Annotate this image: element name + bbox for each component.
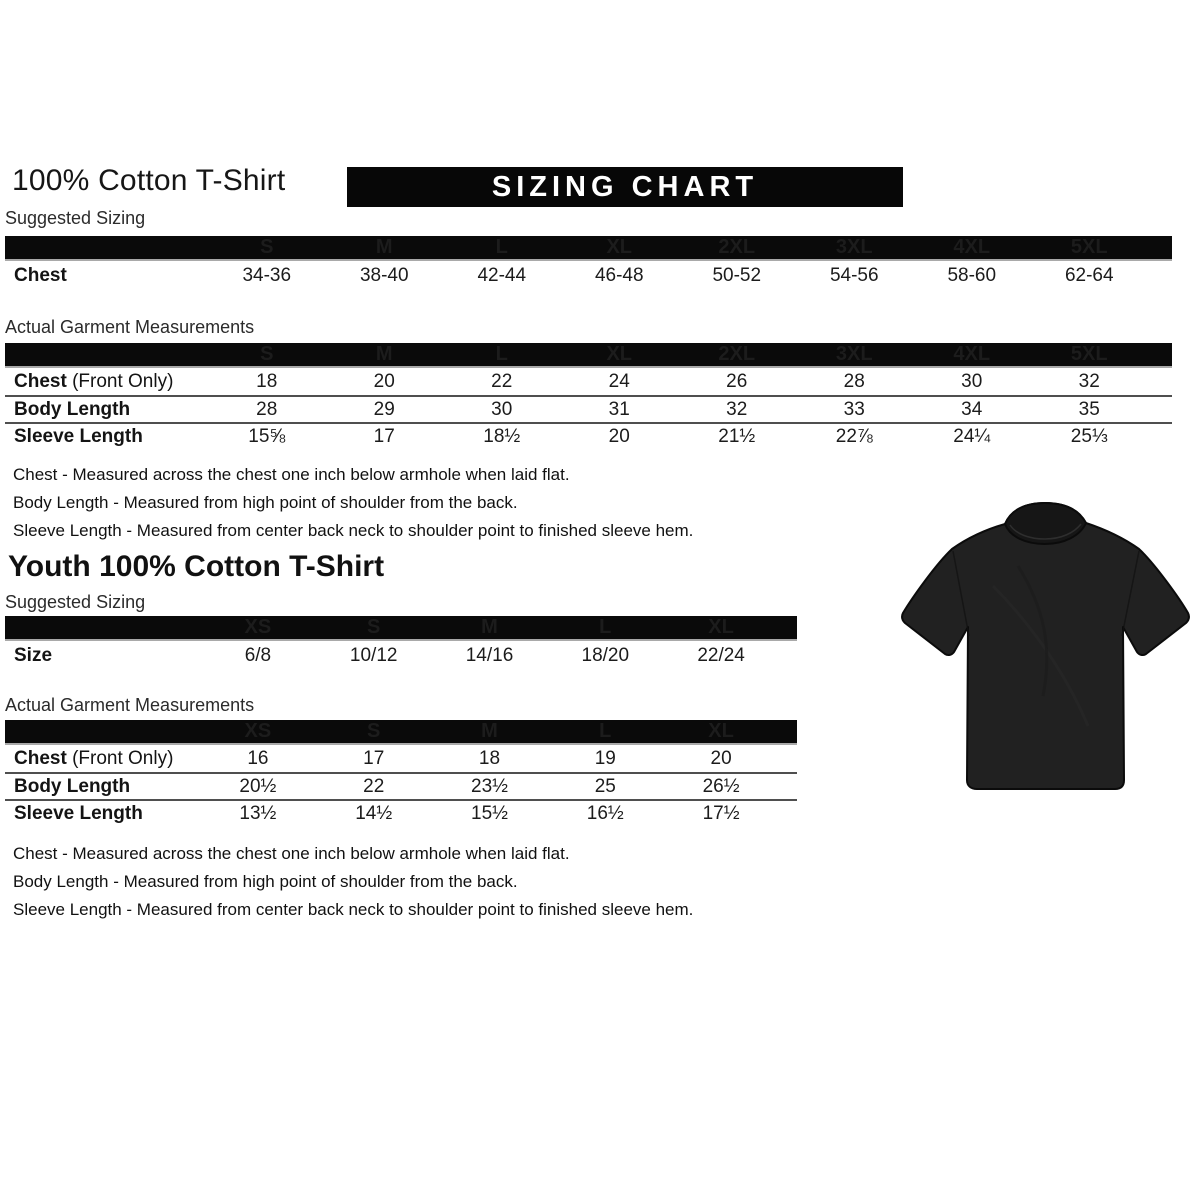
cell-value: 14/16 [465,644,514,666]
adult-actual-measurements-label: Actual Garment Measurements [5,317,255,337]
adult-suggested-header-row [5,236,1172,261]
youth-section-title: Youth 100% Cotton T-Shirt [8,550,385,583]
cell-value: 25 [594,775,616,797]
tshirt-product-image [893,496,1199,798]
size-col-header-m: M [481,616,498,638]
cell-value: 28 [256,398,278,420]
cell-value: 31 [608,398,630,420]
cell-value: 16 [247,747,269,769]
row-label: Body Length [14,398,131,420]
cell-value: 24¼ [953,425,991,447]
cell-value: 23½ [471,775,508,797]
note-line: Body Length - Measured from high point of shoulder from the back. [13,872,518,891]
size-col-header-m: M [375,343,393,365]
cell-value: 22 [363,775,385,797]
adult-actual-table [5,343,1172,449]
cell-value: 15½ [471,802,508,824]
size-col-header-xs: XS [244,616,272,638]
cell-value: 21½ [718,425,756,447]
youth-actual-measurements-label: Actual Garment Measurements [5,695,255,715]
row-label: Sleeve Length [14,425,143,447]
adult-sleeve-length-row [5,422,1172,449]
note-line: Sleeve Length - Measured from center back neck to shoulder point to finished sleeve hem. [13,521,694,540]
cell-value: 34-36 [242,264,292,286]
cell-value: 50-52 [712,264,762,286]
size-col-header-2xl: 2XL [718,343,756,365]
cell-value: 22/24 [697,644,745,666]
adult-suggested-sizing-label: Suggested Sizing [5,208,146,228]
cell-value: 38-40 [359,264,409,286]
youth-body-length-row [5,772,797,799]
cell-value: 17 [373,425,395,447]
cell-value: 15⅝ [248,425,286,447]
adult-suggested-table [5,236,1172,290]
adult-chest-row [5,368,1172,395]
cell-value: 18 [478,747,501,769]
size-col-header-l: L [599,616,612,638]
size-col-header-xs: XS [244,720,272,742]
cell-value: 6/8 [244,644,272,666]
size-col-header-s: S [260,236,274,258]
adult-chest-range-row [5,261,1172,290]
note-line: Chest - Measured across the chest one inch below armhole when laid flat. [13,465,570,484]
size-col-header-s: S [367,720,381,742]
adult-section-title: 100% Cotton T-Shirt [12,164,286,197]
size-col-header-5xl: 5XL [1070,236,1108,258]
cell-value: 22⅞ [835,425,873,447]
size-col-header-xl: XL [708,720,734,742]
youth-size-row [5,641,797,670]
cell-value: 32 [726,398,748,420]
cell-value: 62-64 [1064,264,1114,286]
adult-measurement-notes [13,461,693,545]
cell-value: 24 [608,370,630,392]
cell-value: 20 [373,370,395,392]
youth-sleeve-length-row [5,799,797,826]
cell-value: 58-60 [947,264,997,286]
size-col-header-4xl: 4XL [953,343,991,365]
cell-value: 10/12 [349,644,398,666]
cell-value: 17 [363,747,385,769]
size-col-header-4xl: 4XL [953,236,991,258]
adult-actual-header-row [5,343,1172,368]
cell-value: 46-48 [594,264,644,286]
cell-value: 35 [1078,398,1100,420]
cell-value: 30 [491,398,513,420]
note-line: Body Length - Measured from high point of shoulder from the back. [13,493,518,512]
youth-suggested-table [5,616,797,670]
size-col-header-l: L [495,236,508,258]
youth-actual-header-row [5,720,797,745]
youth-actual-table [5,720,797,826]
size-col-header-xl: XL [708,616,734,638]
row-label: Sleeve Length [14,802,143,824]
cell-value: 42-44 [477,264,527,286]
cell-value: 16½ [586,802,624,824]
note-line: Chest - Measured across the chest one inch below armhole when laid flat. [13,844,570,863]
note-line: Sleeve Length - Measured from center back neck to shoulder point to finished sleeve hem. [13,900,694,919]
size-col-header-5xl: 5XL [1070,343,1108,365]
cell-value: 28 [843,370,865,392]
cell-value: 20½ [239,775,277,797]
cell-value: 17½ [702,802,740,824]
row-label: Chest (Front Only) [14,370,174,392]
adult-body-length-row [5,395,1172,422]
size-col-header-s: S [260,343,274,365]
sizing-chart-banner: SIZING CHART [347,167,903,207]
youth-suggested-header-row [5,616,797,641]
row-label: Chest (Front Only) [14,747,174,769]
row-label: Body Length [14,775,131,797]
cell-value: 20 [608,425,630,447]
cell-value: 33 [843,398,865,420]
cell-value: 30 [961,370,983,392]
youth-suggested-sizing-label: Suggested Sizing [5,592,146,612]
cell-value: 20 [710,747,732,769]
size-col-header-3xl: 3XL [835,343,873,365]
row-label: Chest [14,264,67,286]
cell-value: 13½ [239,802,277,824]
cell-value: 19 [594,747,616,769]
tshirt-illustration [893,496,1199,798]
cell-value: 54-56 [829,264,879,286]
size-col-header-2xl: 2XL [718,236,756,258]
cell-value: 26 [726,370,748,392]
cell-value: 25⅓ [1070,425,1108,447]
size-col-header-m: M [481,720,498,742]
cell-value: 18/20 [581,644,630,666]
youth-chest-row [5,745,797,772]
cell-value: 29 [373,398,395,420]
row-label: Size [14,644,53,666]
size-col-header-l: L [495,343,508,365]
cell-value: 14½ [355,802,393,824]
size-col-header-l: L [599,720,612,742]
cell-value: 34 [961,398,983,420]
size-col-header-3xl: 3XL [835,236,873,258]
youth-measurement-notes [13,840,693,924]
size-col-header-xl: XL [606,236,633,258]
cell-value: 18 [256,370,278,392]
cell-value: 22 [491,370,513,392]
cell-value: 32 [1078,370,1100,392]
cell-value: 18½ [483,425,521,447]
cell-value: 26½ [702,775,740,797]
size-col-header-xl: XL [606,343,633,365]
size-col-header-m: M [375,236,393,258]
size-col-header-s: S [367,616,381,638]
